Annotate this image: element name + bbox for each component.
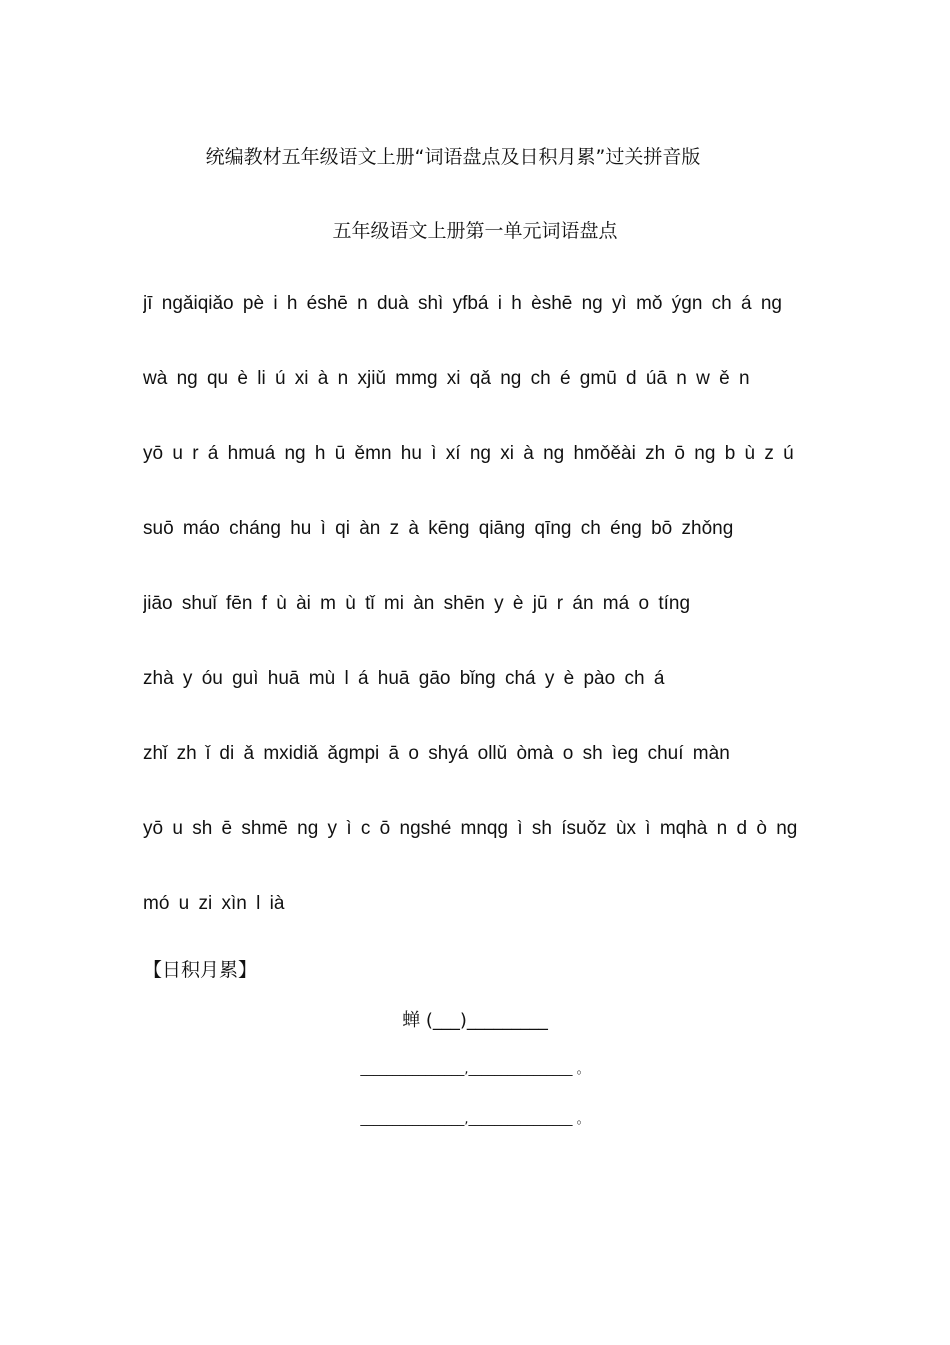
daily-accumulation-heading: 【日积月累】 xyxy=(143,959,258,981)
unit-subtitle: 五年级语文上册第一单元词语盘点 xyxy=(332,220,618,242)
pinyin-line: wà ng qu è li ú xi à n xjiǔ mmg xi qǎ ng ch é gmū d úā n w ě n xyxy=(143,368,750,389)
fill-blank-line: ________________,________________ 。 xyxy=(360,1112,590,1127)
fill-blank-line: ________________,________________ 。 xyxy=(360,1062,590,1077)
pinyin-line: jī ngǎiqiǎo pè i h éshē n duà shì yfbá i h èshē ng yì mǒ ýgn ch á ng xyxy=(143,293,782,314)
pinyin-line: yō u r á hmuá ng h ū ěmn hu ì xí ng xi à ng hmǒěài zh ō ng b ù z ú xyxy=(143,443,794,464)
pinyin-line: mó u zi xìn l ià xyxy=(143,893,285,914)
pinyin-line: zhǐ zh ǐ di ǎ mxidiǎ ǎgmpi ā o shyá ollǔ òmà o sh ìeg chuí màn xyxy=(143,743,730,764)
pinyin-line: zhà y óu guì huā mù l á huā gāo bǐng chá y è pào ch á xyxy=(143,668,665,689)
document-title: 统编教材五年级语文上册“词语盘点及日积月累”过关拼音版 xyxy=(205,146,701,168)
fill-blank-line: 蝉 (___)_________ xyxy=(402,1010,548,1031)
pinyin-line: yō u sh ē shmē ng y ì c ō ngshé mnqg ì sh ísuǒz ùx ì mqhà n d ò ng xyxy=(143,818,798,839)
pinyin-line: suō máo cháng hu ì qi àn z à kēng qiāng qīng ch éng bō zhǒng xyxy=(143,518,734,539)
pinyin-line: jiāo shuǐ fēn f ù ài m ù tǐ mi àn shēn y è jū r án má o tíng xyxy=(143,593,691,614)
